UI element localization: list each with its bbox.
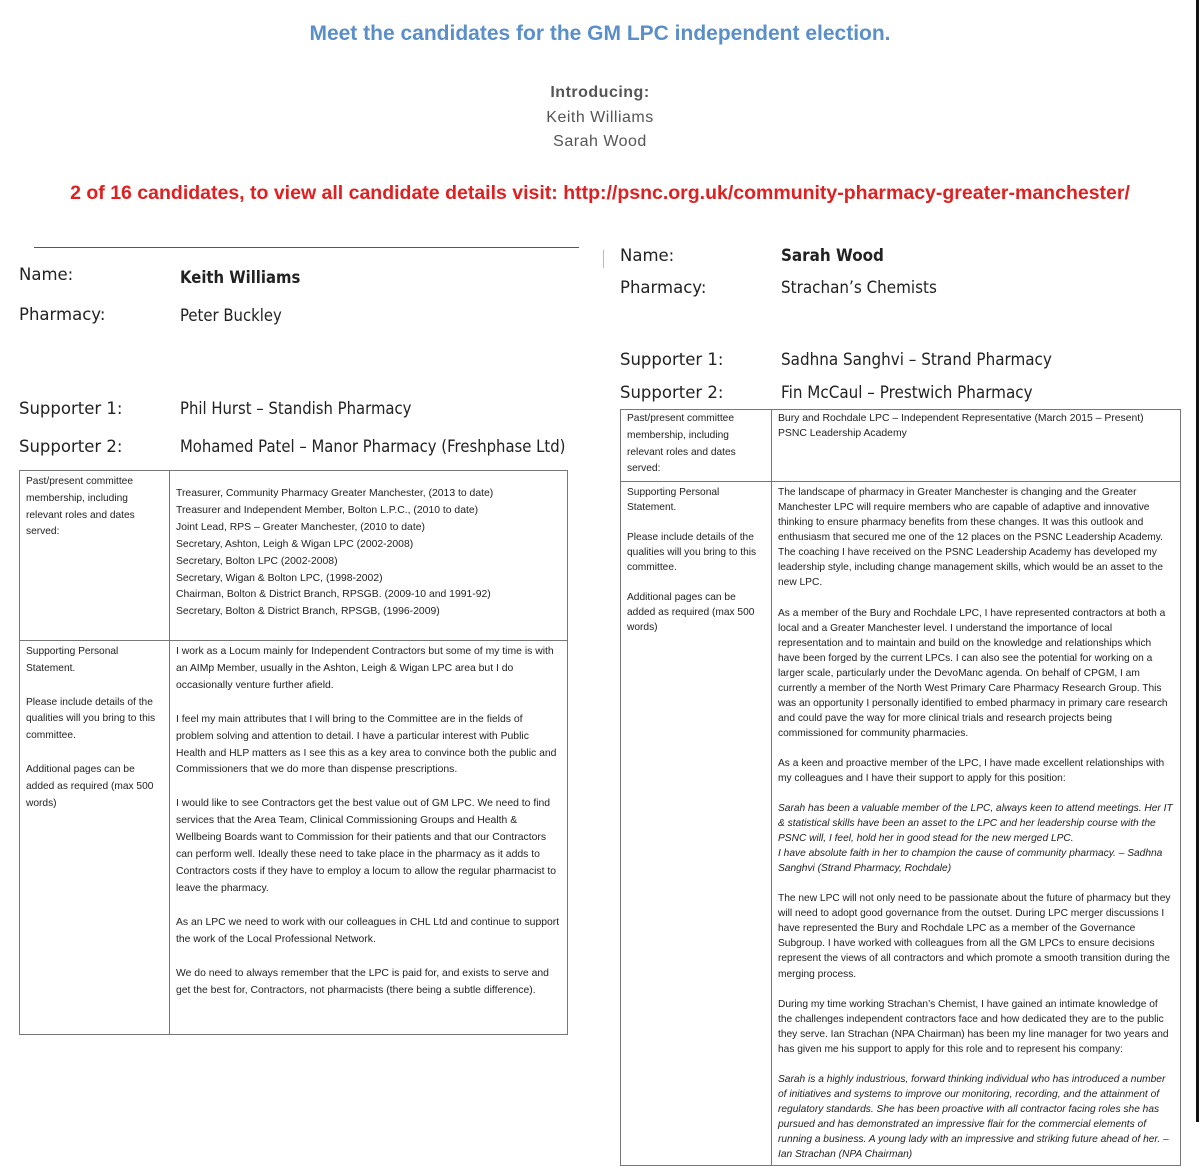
statement-label-p2: Please include details of the qualities will you bring to this committee. xyxy=(627,532,757,574)
c2-statement-label xyxy=(621,482,772,1166)
statement-label-p2: Please include details of the qualities will you bring to this committee. xyxy=(26,696,156,742)
c1-committee-label: Past/present committee membership, including relevant roles and dates served: xyxy=(20,471,170,641)
c2-quote-strachan: Sarah is a highly industrious, forward thinking individual who has introduced a number of initiatives and systems to improve our monitoring, recording, and the attainment of regulatory standards. She has been proactive with all contractor facing roles she has pursued and has demonstrated an impressive flair for the commercial elements of running a business. A young lady with an impressive and striking future ahead of her. – Ian Strachan (NPA Chairman) xyxy=(778,1073,1169,1160)
c2-statement-paragraph: The new LPC will not only need to be passionate about the future of pharmacy but they will need to adopt good governance from the outset. During LPC merger discussions I have represented the Bury and Rochdale LPC as a member of the Governance Subgroup. I have worked with colleagues from all the GM LPCs to ensure decisions represent the views of all contractors and which promote a smooth transition during the merging process. xyxy=(778,893,1171,980)
c1-supporter2: Mohamed Patel – Manor Pharmacy (Freshphase Ltd) xyxy=(180,437,566,456)
c2-committee-label: Past/present committee membership, including relevant roles and dates served: xyxy=(621,410,772,482)
c2-statement-paragraph: The landscape of pharmacy in Greater Manchester is changing and the Greater Manchester LPC will require members who are capable of adaptive and innovative thinking to ensure pharmacy benefits from these changes. It was this outlook and enthusiasm that secured me one of the 12 places on the PSNC Leadership Academy. The coaching I have received on the PSNC Leadership Academy has developed my leadership style, including change management skills, which would be an asset to the new LPC. xyxy=(778,487,1164,589)
c1-pharmacy: Peter Buckley xyxy=(180,306,282,325)
c2-supporter2-label: Supporter 2: xyxy=(620,383,724,402)
c2-committee-item: Bury and Rochdale LPC – Independent Representative (March 2015 – Present) xyxy=(778,413,1144,424)
page-title: Meet the candidates for the GM LPC independent election. xyxy=(309,22,891,45)
statement-label-p1: Supporting Personal Statement. xyxy=(627,487,720,514)
c1-statement-paragraph: I work as a Locum mainly for Independent Contractors but some of my time is with an AIMp Member, usually in the Ashton, Leigh & Wigan LPC area but I do occasionally venture further afield. xyxy=(176,646,554,691)
c1-committee-item: Secretary, Bolton & District Branch, RPSGB, (1996-2009) xyxy=(176,606,440,618)
c1-supporter1: Phil Hurst – Standish Pharmacy xyxy=(180,399,412,418)
statement-label-p3: Additional pages can be added as required (max 500 words) xyxy=(26,763,154,809)
c2-pharmacy-label: Pharmacy: xyxy=(620,278,707,297)
c1-statement xyxy=(170,641,568,1035)
c1-statement-paragraph: As an LPC we need to work with our colleagues in CHL Ltd and continue to support the work of the Local Professional Network. xyxy=(176,916,560,945)
introduced-name-1: Keith Williams xyxy=(546,109,654,126)
c1-committee-item: Treasurer, Community Pharmacy Greater Manchester, (2013 to date) xyxy=(176,488,494,499)
c1-statement-paragraph: We do need to always remember that the LPC is paid for, and exists to serve and get the best for, Contractors, not pharmacists (there being a subtle difference). xyxy=(176,967,549,996)
c1-committee-item: Secretary, Bolton LPC (2002-2008) xyxy=(176,555,338,567)
c2-statement-paragraph: As a keen and proactive member of the LPC, I have made excellent relationships with my colleagues and I have their support to apply for this position: xyxy=(778,757,1165,784)
c1-committee-row xyxy=(20,471,568,641)
c1-statement-row xyxy=(20,641,568,1035)
introducing-label: Introducing: xyxy=(550,84,650,101)
c1-committee-item: Secretary, Ashton, Leigh & Wigan LPC (2002-2008) xyxy=(176,538,414,550)
c1-committee-list xyxy=(170,471,568,641)
c1-name-label: Name: xyxy=(19,265,74,284)
page-edge-line xyxy=(1196,0,1199,1122)
c2-details-table xyxy=(620,409,1181,1166)
candidates-notice: 2 of 16 candidates, to view all candidate details visit: http://psnc.org.uk/community-pharmacy-greater-manchester/ xyxy=(70,182,1130,204)
c2-committee-item: PSNC Leadership Academy xyxy=(778,428,907,439)
statement-label-p1: Supporting Personal Statement. xyxy=(26,646,119,674)
c1-details-table xyxy=(19,470,568,1035)
divider-line xyxy=(34,247,579,248)
c2-supporter1: Sadhna Sanghvi – Strand Pharmacy xyxy=(781,350,1052,369)
c2-statement-paragraph: As a member of the Bury and Rochdale LPC, I have represented contractors at both a local and a Greater Manchester level. I understand the importance of local representation and to maintain and build on the knowledge and relationships which have been forged by the current LPCs. I can also see the potential for working on a larger scale, particularly under the DevoManc agenda. On behalf of CPGM, I am currently a member of the North West Primary Care Pharmacy Research Group. This was an opportunity I personally identified to embed pharmacy in primary care research and could pave the way for more clinical trials and research projects being commissioned for community pharmacies. xyxy=(778,607,1168,739)
c1-committee-item: Secretary, Wigan & Bolton LPC, (1998-2002) xyxy=(176,572,383,584)
c1-statement-paragraph: I feel my main attributes that I will bring to the Committee are in the fields of problem solving and attention to detail. I have a particular interest with Public Health and HLP matters as I see this as a key area to convince both the public and Commissioners that we do more than dispense prescriptions. xyxy=(176,713,557,776)
c1-statement-label xyxy=(20,641,170,1035)
c2-committee-row xyxy=(621,410,1181,482)
c2-pharmacy: Strachan’s Chemists xyxy=(781,278,937,297)
c1-supporter2-label: Supporter 2: xyxy=(19,437,123,456)
c1-committee-item: Joint Lead, RPS – Greater Manchester, (2010 to date) xyxy=(176,521,425,533)
c1-supporter1-label: Supporter 1: xyxy=(19,399,123,418)
c1-committee-item: Chairman, Bolton & District Branch, RPSGB. (2009-10 and 1991-92) xyxy=(176,589,491,601)
c2-supporter1-label: Supporter 1: xyxy=(620,350,724,369)
c2-quote-sanghvi-2: I have absolute faith in her to champion the cause of community pharmacy. – Sadhna Sanghvi (Strand Pharmacy, Rochdale) xyxy=(778,848,1163,875)
c1-statement-paragraph: I would like to see Contractors get the best value out of GM LPC. We need to find services that the Area Team, Clinical Commissioning Groups and Health & Wellbeing Boards want to Commission for their patients and that our Contractors can perform well. Ideally these need to take place in the pharmacy as it adds to Contractors costs if they have to employ a locum to allow the regular pharmacist to leave the pharmacy. xyxy=(176,798,557,894)
c1-name: Keith Williams xyxy=(180,268,301,287)
introduced-name-2: Sarah Wood xyxy=(553,133,647,150)
c2-committee-list xyxy=(772,410,1181,482)
divider-tick xyxy=(603,250,604,268)
c2-statement-row xyxy=(621,482,1181,1166)
c2-quote-sanghvi: Sarah has been a valuable member of the LPC, always keen to attend meetings. Her IT & statistical skills have been an asset to the LPC and her leadership course with the PSNC will, I feel, hold her in good stead for the new merged LPC. xyxy=(778,803,1173,845)
c1-committee-item: Treasurer and Independent Member, Bolton L.P.C., (2010 to date) xyxy=(176,504,479,516)
c1-pharmacy-label: Pharmacy: xyxy=(19,305,106,324)
c2-statement-paragraph: During my time working Strachan’s Chemist, I have gained an intimate knowledge of the challenges independent contractors face and how dedicated they are to the public they serve. Ian Strachan (NPA Chairman) has been my line manager for two years and has given me his support to apply for this role and to represent his company: xyxy=(778,998,1169,1055)
c2-statement xyxy=(772,482,1181,1166)
c2-name: Sarah Wood xyxy=(781,246,884,265)
c2-name-label: Name: xyxy=(620,246,675,265)
c2-supporter2: Fin McCaul – Prestwich Pharmacy xyxy=(781,383,1033,402)
statement-label-p3: Additional pages can be added as required (max 500 words) xyxy=(627,592,755,634)
